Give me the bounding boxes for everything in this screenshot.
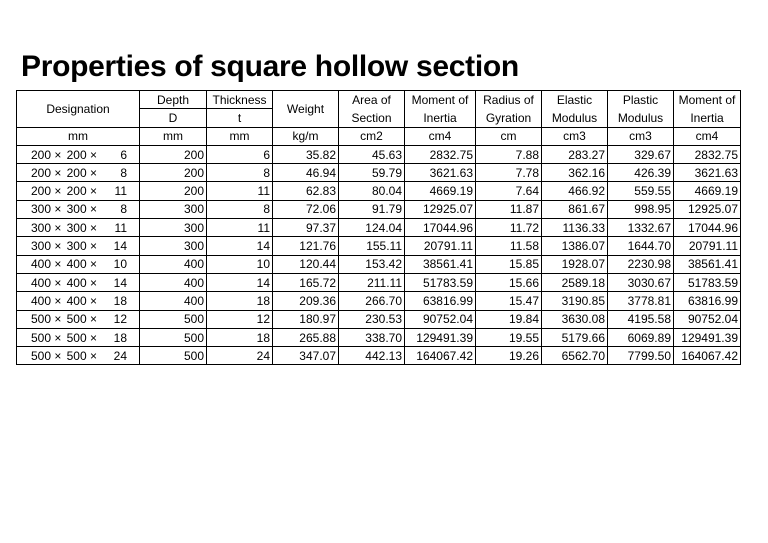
- cell-rog: 7.64: [476, 182, 542, 200]
- designation-part: 500 ×: [66, 330, 97, 345]
- cell-moi2: 12925.07: [674, 200, 741, 218]
- header-designation: Designation: [17, 91, 140, 128]
- cell-elastic: 2589.18: [542, 273, 608, 291]
- header-moi-line1: Moment of: [405, 91, 476, 109]
- designation-part: 200 ×: [31, 184, 62, 199]
- designation-part: 400 ×: [31, 293, 62, 308]
- cell-moi2: 51783.59: [674, 273, 741, 291]
- cell-depth: 400: [140, 255, 207, 273]
- cell-moi: 129491.39: [405, 328, 476, 346]
- cell-moi2: 90752.04: [674, 310, 741, 328]
- designation-cell: [17, 273, 140, 291]
- cell-area: 155.11: [339, 237, 405, 255]
- cell-area: 91.79: [339, 200, 405, 218]
- table-row: [17, 328, 741, 346]
- designation-part: 11: [114, 220, 127, 235]
- cell-elastic: 362.16: [542, 164, 608, 182]
- unit-thickness: mm: [207, 127, 273, 145]
- cell-elastic: 3190.85: [542, 292, 608, 310]
- cell-elastic: 3630.08: [542, 310, 608, 328]
- cell-plastic: 329.67: [608, 145, 674, 163]
- designation-part: 500 ×: [66, 348, 97, 363]
- designation-cell: [17, 347, 140, 365]
- header-plastic-line1: Plastic: [608, 91, 674, 109]
- cell-plastic: 2230.98: [608, 255, 674, 273]
- designation-part: 200 ×: [31, 165, 62, 180]
- cell-area: 338.70: [339, 328, 405, 346]
- header-thickness-symbol: t: [207, 109, 273, 127]
- cell-rog: 15.85: [476, 255, 542, 273]
- designation-part: 300 ×: [66, 239, 97, 254]
- designation-part: 300 ×: [66, 220, 97, 235]
- cell-plastic: 7799.50: [608, 347, 674, 365]
- cell-weight: 347.07: [273, 347, 339, 365]
- cell-t: 11: [207, 182, 273, 200]
- cell-plastic: 426.39: [608, 164, 674, 182]
- header-thickness: Thickness: [207, 91, 273, 109]
- cell-t: 24: [207, 347, 273, 365]
- designation-part: 300 ×: [31, 239, 62, 254]
- cell-rog: 11.72: [476, 219, 542, 237]
- designation-part: 200 ×: [66, 165, 97, 180]
- designation-part: 500 ×: [31, 330, 62, 345]
- designation-cell: [17, 164, 140, 182]
- cell-weight: 35.82: [273, 145, 339, 163]
- cell-depth: 500: [140, 347, 207, 365]
- cell-moi: 63816.99: [405, 292, 476, 310]
- designation-part: 18: [113, 293, 127, 308]
- cell-plastic: 6069.89: [608, 328, 674, 346]
- cell-moi: 164067.42: [405, 347, 476, 365]
- designation-part: 400 ×: [31, 257, 62, 272]
- header-moi2-line1: Moment of: [674, 91, 741, 109]
- cell-weight: 72.06: [273, 200, 339, 218]
- cell-weight: 121.76: [273, 237, 339, 255]
- cell-plastic: 1332.67: [608, 219, 674, 237]
- cell-weight: 209.36: [273, 292, 339, 310]
- cell-moi: 12925.07: [405, 200, 476, 218]
- designation-part: 200 ×: [66, 147, 97, 162]
- cell-moi2: 20791.11: [674, 237, 741, 255]
- header-moi-line2: Inertia: [405, 109, 476, 127]
- cell-area: 45.63: [339, 145, 405, 163]
- page-title: Properties of square hollow section: [21, 50, 519, 83]
- unit-weight: kg/m: [273, 127, 339, 145]
- cell-moi: 3621.63: [405, 164, 476, 182]
- cell-weight: 46.94: [273, 164, 339, 182]
- unit-depth: mm: [140, 127, 207, 145]
- header-depth: Depth: [140, 91, 207, 109]
- designation-part: 300 ×: [31, 202, 62, 217]
- cell-moi2: 164067.42: [674, 347, 741, 365]
- cell-moi2: 38561.41: [674, 255, 741, 273]
- table-row: [17, 347, 741, 365]
- cell-t: 14: [207, 237, 273, 255]
- cell-moi2: 4669.19: [674, 182, 741, 200]
- designation-cell: [17, 182, 140, 200]
- designation-part: 400 ×: [66, 293, 97, 308]
- designation-part: 8: [120, 202, 127, 217]
- designation-cell: [17, 292, 140, 310]
- designation-part: 6: [120, 147, 127, 162]
- designation-cell: [17, 328, 140, 346]
- cell-rog: 11.87: [476, 200, 542, 218]
- designation-part: 18: [113, 330, 127, 345]
- cell-rog: 7.78: [476, 164, 542, 182]
- designation-part: 10: [113, 257, 127, 272]
- cell-area: 230.53: [339, 310, 405, 328]
- cell-t: 18: [207, 328, 273, 346]
- table-row: [17, 237, 741, 255]
- designation-cell: [17, 219, 140, 237]
- cell-moi: 51783.59: [405, 273, 476, 291]
- cell-plastic: 3030.67: [608, 273, 674, 291]
- designation-cell: [17, 145, 140, 163]
- cell-plastic: 1644.70: [608, 237, 674, 255]
- table-row: [17, 292, 741, 310]
- cell-elastic: 283.27: [542, 145, 608, 163]
- header-depth-symbol: D: [140, 109, 207, 127]
- cell-elastic: 466.92: [542, 182, 608, 200]
- cell-depth: 400: [140, 273, 207, 291]
- cell-weight: 62.83: [273, 182, 339, 200]
- table-row: [17, 273, 741, 291]
- table-row: [17, 200, 741, 218]
- cell-moi: 2832.75: [405, 145, 476, 163]
- unit-rog: cm: [476, 127, 542, 145]
- designation-part: 400 ×: [31, 275, 62, 290]
- cell-elastic: 6562.70: [542, 347, 608, 365]
- header-elastic-line1: Elastic: [542, 91, 608, 109]
- cell-elastic: 5179.66: [542, 328, 608, 346]
- cell-moi: 38561.41: [405, 255, 476, 273]
- cell-elastic: 1386.07: [542, 237, 608, 255]
- cell-rog: 19.84: [476, 310, 542, 328]
- designation-part: 300 ×: [66, 202, 97, 217]
- cell-weight: 120.44: [273, 255, 339, 273]
- cell-depth: 500: [140, 310, 207, 328]
- table-row: [17, 182, 741, 200]
- designation-part: 300 ×: [31, 220, 62, 235]
- cell-area: 59.79: [339, 164, 405, 182]
- cell-plastic: 4195.58: [608, 310, 674, 328]
- table-row: [17, 219, 741, 237]
- designation-cell: [17, 255, 140, 273]
- cell-moi2: 129491.39: [674, 328, 741, 346]
- cell-moi: 17044.96: [405, 219, 476, 237]
- cell-rog: 15.66: [476, 273, 542, 291]
- cell-t: 18: [207, 292, 273, 310]
- unit-elastic: cm3: [542, 127, 608, 145]
- designation-cell: [17, 200, 140, 218]
- cell-t: 8: [207, 200, 273, 218]
- designation-cell: [17, 310, 140, 328]
- cell-area: 266.70: [339, 292, 405, 310]
- designation-part: 400 ×: [66, 275, 97, 290]
- cell-depth: 500: [140, 328, 207, 346]
- designation-part: 400 ×: [66, 257, 97, 272]
- cell-moi: 20791.11: [405, 237, 476, 255]
- cell-rog: 19.26: [476, 347, 542, 365]
- unit-plastic: cm3: [608, 127, 674, 145]
- cell-rog: 7.88: [476, 145, 542, 163]
- cell-moi: 90752.04: [405, 310, 476, 328]
- designation-part: 200 ×: [31, 147, 62, 162]
- cell-t: 6: [207, 145, 273, 163]
- cell-t: 12: [207, 310, 273, 328]
- cell-elastic: 861.67: [542, 200, 608, 218]
- table-row: [17, 164, 741, 182]
- cell-rog: 11.58: [476, 237, 542, 255]
- cell-depth: 200: [140, 145, 207, 163]
- cell-weight: 165.72: [273, 273, 339, 291]
- cell-weight: 97.37: [273, 219, 339, 237]
- cell-area: 124.04: [339, 219, 405, 237]
- designation-part: 14: [113, 275, 127, 290]
- header-elastic-line2: Modulus: [542, 109, 608, 127]
- header-weight: Weight: [273, 91, 339, 128]
- designation-part: 500 ×: [66, 312, 97, 327]
- cell-moi2: 2832.75: [674, 145, 741, 163]
- cell-area: 442.13: [339, 347, 405, 365]
- cell-rog: 19.55: [476, 328, 542, 346]
- table-row: [17, 145, 741, 163]
- table-row: [17, 310, 741, 328]
- designation-part: 12: [113, 312, 127, 327]
- cell-depth: 200: [140, 182, 207, 200]
- designation-part: 8: [120, 165, 127, 180]
- header-area-line1: Area of: [339, 91, 405, 109]
- cell-moi: 4669.19: [405, 182, 476, 200]
- header-moi2-line2: Inertia: [674, 109, 741, 127]
- unit-moi2: cm4: [674, 127, 741, 145]
- header-rog-line2: Gyration: [476, 109, 542, 127]
- header-area-line2: Section: [339, 109, 405, 127]
- cell-t: 11: [207, 219, 273, 237]
- cell-plastic: 3778.81: [608, 292, 674, 310]
- cell-t: 14: [207, 273, 273, 291]
- cell-rog: 15.47: [476, 292, 542, 310]
- cell-moi2: 63816.99: [674, 292, 741, 310]
- unit-moi: cm4: [405, 127, 476, 145]
- table-body: [17, 145, 741, 365]
- properties-table: [16, 90, 741, 365]
- cell-depth: 400: [140, 292, 207, 310]
- table-row: [17, 255, 741, 273]
- cell-depth: 300: [140, 219, 207, 237]
- designation-part: 500 ×: [31, 348, 62, 363]
- cell-weight: 265.88: [273, 328, 339, 346]
- header-rog-line1: Radius of: [476, 91, 542, 109]
- cell-depth: 200: [140, 164, 207, 182]
- cell-weight: 180.97: [273, 310, 339, 328]
- cell-depth: 300: [140, 200, 207, 218]
- cell-elastic: 1928.07: [542, 255, 608, 273]
- cell-depth: 300: [140, 237, 207, 255]
- unit-designation: mm: [17, 127, 140, 145]
- cell-moi2: 17044.96: [674, 219, 741, 237]
- cell-t: 8: [207, 164, 273, 182]
- table-header: [17, 91, 741, 146]
- cell-plastic: 998.95: [608, 200, 674, 218]
- cell-area: 80.04: [339, 182, 405, 200]
- cell-t: 10: [207, 255, 273, 273]
- designation-part: 500 ×: [31, 312, 62, 327]
- designation-part: 11: [114, 184, 127, 199]
- unit-area: cm2: [339, 127, 405, 145]
- designation-part: 200 ×: [66, 184, 97, 199]
- cell-moi2: 3621.63: [674, 164, 741, 182]
- cell-elastic: 1136.33: [542, 219, 608, 237]
- designation-part: 14: [113, 239, 127, 254]
- designation-part: 24: [113, 348, 127, 363]
- cell-area: 153.42: [339, 255, 405, 273]
- cell-area: 211.11: [339, 273, 405, 291]
- designation-cell: [17, 237, 140, 255]
- cell-plastic: 559.55: [608, 182, 674, 200]
- header-plastic-line2: Modulus: [608, 109, 674, 127]
